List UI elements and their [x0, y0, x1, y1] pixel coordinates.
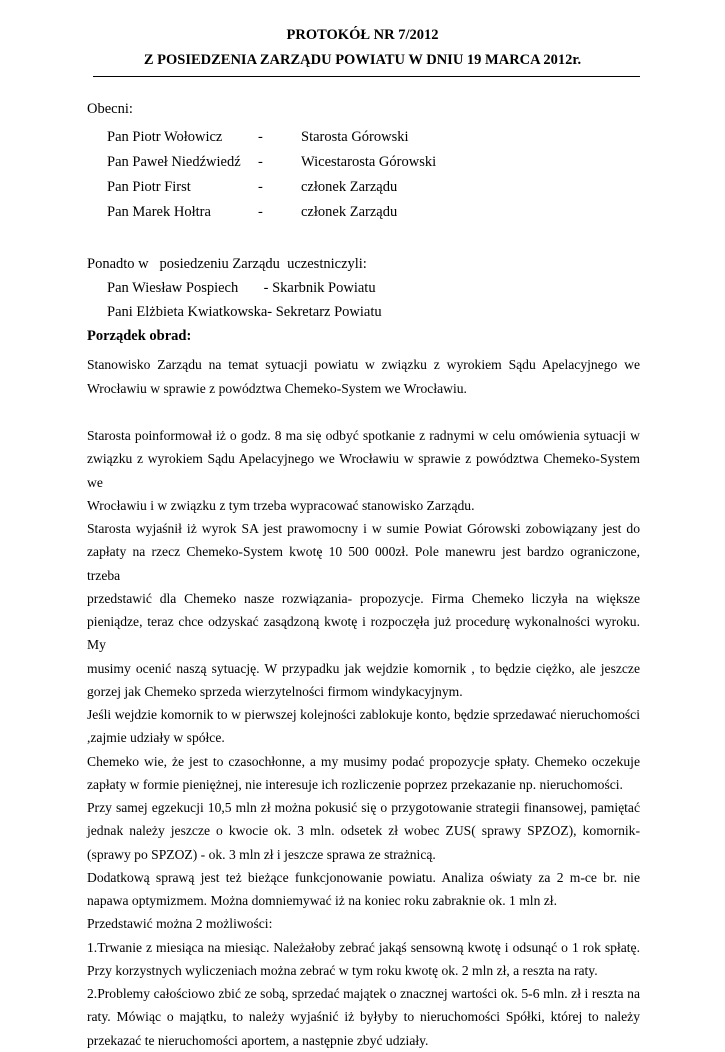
body-line: ,zajmie udziały w spółce.	[87, 730, 225, 746]
body-line: Przy samej egzekucji 10,5 mln zł można pokusić się o przygotowanie strategii finansowej, pamiętać	[87, 800, 640, 815]
body-line: gorzej jak Chemeko sprzeda wierzytelności firmom windykacyjnym.	[87, 683, 463, 699]
body-line: przedstawić dla Chemeko nasze rozwiązania- propozycje. Firma Chemeko liczyła na większe	[87, 590, 640, 606]
member-role: członek Zarządu	[301, 179, 398, 195]
member-role: Wicestarosta Górowski	[301, 154, 437, 170]
agenda-line: Stanowisko Zarządu na temat sytuacji powiatu w związku z wyrokiem Sądu Apelacyjnego we	[87, 357, 640, 372]
body-line: napawa optymizmem. Można domniemywać iż na koniec roku zabraknie ok. 1 mln zł.	[87, 893, 557, 908]
other-participant: Pani Elżbieta Kwiatkowska- Sekretarz Powiatu	[107, 304, 382, 320]
body-line: Dodatkową sprawą jest też bieżące funkcjonowanie powiatu. Analiza oświaty za 2 m-ce br. nie	[87, 869, 640, 885]
header-divider	[93, 76, 640, 77]
document-subtitle: Z POSIEDZENIA ZARZĄDU POWIATU W DNIU 19 MARCA 2012r.	[143, 52, 582, 68]
others-label: Ponadto w posiedzeniu Zarządu uczestniczyli:	[87, 256, 367, 272]
member-name: Pan Piotr First	[107, 179, 191, 195]
body-line: przekazać te nieruchomości aportem, a następnie zbyć udziały.	[87, 1032, 429, 1048]
member-dash: -	[258, 154, 263, 170]
body-line: 2.Problemy całościowo zbić ze sobą, sprzedać majątek o znacznej wartości ok. 5-6 mln. zł i reszta na	[87, 986, 640, 1001]
member-dash: -	[258, 179, 263, 195]
body-line: 1.Trwanie z miesiąca na miesiąc. Należałoby zebrać jakąś sensowną kwotę i odsunąć o 1 rok spłatę.	[87, 939, 640, 955]
agenda-item	[87, 353, 640, 401]
member-name: Pan Paweł Niedźwiedź	[107, 154, 241, 170]
body-line: zapłaty w formie pieniężnej, nie interesuje ich rozliczenie poprzez przekazanie np. nieruchomości.	[87, 776, 623, 792]
body-line: Starosta poinformował iż o godz. 8 ma się odbyć spotkanie z radnymi w celu omówienia sytuacji w	[87, 428, 640, 443]
document-title: PROTOKÓŁ NR 7/2012	[286, 27, 439, 43]
body-line: Przy korzystnych wyliczeniach można zebrać w tym roku kwotę ok. 2 mln zł, a reszta na raty.	[87, 962, 598, 978]
member-role: członek Zarządu	[301, 204, 398, 220]
other-participant: Pan Wiesław Pospiech - Skarbnik Powiatu	[107, 280, 376, 296]
member-name: Pan Piotr Wołowicz	[107, 129, 223, 145]
member-dash: -	[258, 204, 263, 220]
member-dash: -	[258, 129, 263, 145]
agenda-heading: Porządek obrad:	[87, 328, 192, 344]
body-line: Chemeko wie, że jest to czasochłonne, a my musimy podać propozycje spłaty. Chemeko oczekuje	[87, 753, 640, 769]
protocol-body	[87, 424, 640, 1052]
body-line: zapłaty na rzecz Chemeko-System kwotę 10 500 000zł. Pole manewru jest bardzo ograniczone, trzeba	[87, 544, 640, 583]
body-line: musimy ocenić naszą sytuację. W przypadku jak wejdzie komornik , to będzie ciężko, ale jeszcze	[87, 660, 640, 676]
body-line: raty. Mówiąc o majątku, to należy wyjaśnić iż byłyby to nieruchomości Spółki, której to należy	[87, 1009, 640, 1025]
body-line: Starosta wyjaśnił iż wyrok SA jest prawomocny i w sumie Powiat Górowski zobowiązany jest do	[87, 521, 640, 536]
body-line: Wrocławiu i w związku z tym trzeba wypracować stanowisko Zarządu.	[87, 497, 475, 513]
member-role: Starosta Górowski	[301, 129, 409, 145]
body-line: związku z wyrokiem Sądu Apelacyjnego we Wrocławiu w sprawie z powództwa Chemeko-System we	[87, 451, 640, 490]
body-line: Przedstawić można 2 możliwości:	[87, 916, 273, 932]
attendance-label: Obecni:	[87, 101, 133, 117]
body-line: (sprawy po SPZOZ) - ok. 3 mln zł i jeszcze sprawa ze strażnicą.	[87, 846, 436, 862]
member-name: Pan Marek Hołtra	[107, 204, 211, 220]
body-line: Jeśli wejdzie komornik to w pierwszej kolejności zablokuje konto, będzie sprzedawać nieruchomości	[87, 707, 640, 722]
body-line: jednak należy jeszcze o kwocie ok. 3 mln. odsetek zł wobec ZUS( sprawy SPZOZ), komornik-	[87, 823, 640, 839]
body-line: pieniądze, teraz chce odzyskać zasądzoną kwotę i rozpoczęła już procedurę wykonalności wyroku. My	[87, 614, 640, 653]
agenda-line: Wrocławiu w sprawie z powództwa Chemeko-System we Wrocławiu.	[87, 381, 467, 396]
